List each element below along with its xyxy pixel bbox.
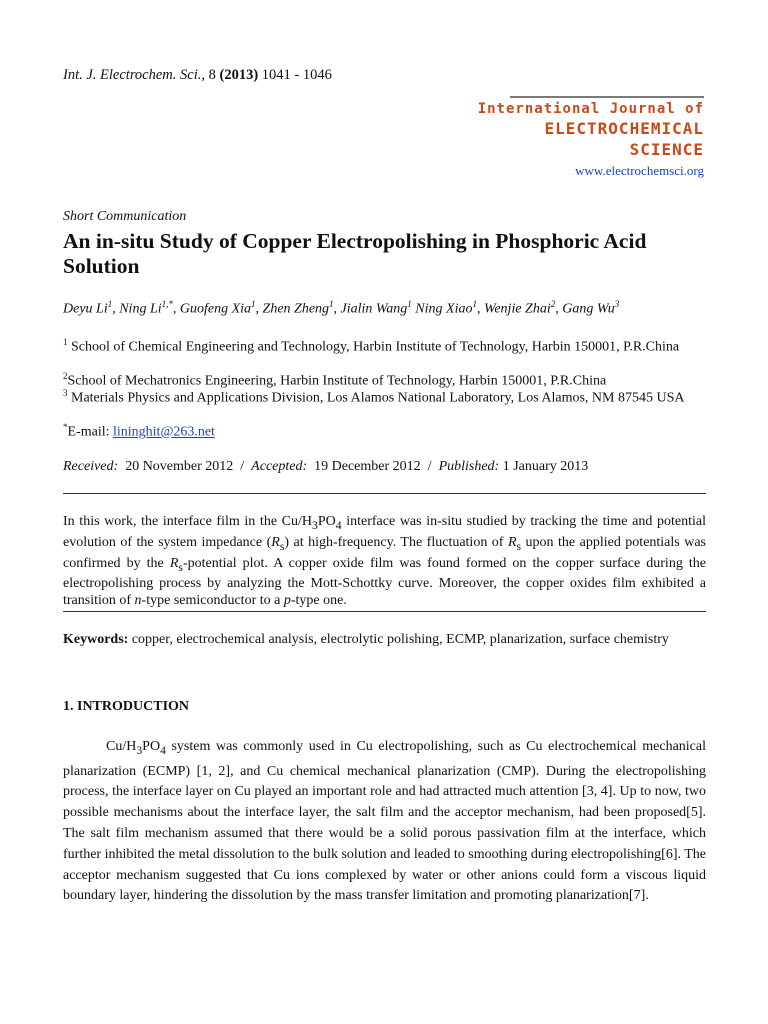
author-list: Deyu Li$^1$, Ning $Li^{1,*}$, Guofeng Xia$^1$, Zhen Zheng$^1$, Jialin Wang$^1$ Ning Xiao$^1$, Wenjie Zhai$^2$, Gang Wu$^3$ <box>63 299 620 317</box>
publication-dates <box>63 459 588 475</box>
abstract-text: -potential plot. A copper oxide film was found formed on the copper surface during the electropolishing process by analyzing the Mott-Schottky curve. Moreover, the copper oxides film exhibited a transition of <box>63 555 706 609</box>
author-name: Gang Wu <box>562 301 615 317</box>
subscript: 4 <box>335 518 342 532</box>
email-link[interactable]: lininghit@263.net <box>113 424 215 440</box>
author-name: Zhen Zheng <box>262 301 330 317</box>
journal-citation <box>63 67 332 84</box>
author-name: Wenjie Zhai <box>483 301 551 317</box>
author-sup: 1,* <box>161 299 173 309</box>
introduction-paragraph <box>63 737 706 907</box>
author-sup: 1 <box>472 299 477 309</box>
keywords-label: Keywords: <box>63 632 129 647</box>
affiliation-sup: 1 <box>63 337 68 347</box>
paper-title: An in-situ Study of Copper Electropolishing in Phosphoric Acid Solution <box>63 229 647 278</box>
citation-year: (2013) <box>219 67 259 83</box>
abstract-text: interface was in-situ studied by tracking the time and potential evolution of the system impedance ( <box>63 514 706 550</box>
accepted-label: Accepted: <box>251 459 308 474</box>
affiliation-3 <box>63 385 708 407</box>
author-name: Jialin Wang <box>340 301 408 317</box>
journal-logo-line3: SCIENCE <box>629 140 704 159</box>
keywords-text: copper, electrochemical analysis, electrolytic polishing, ECMP, planarization, surface chemistry <box>128 632 669 647</box>
abstract-text: -type one. <box>290 593 347 609</box>
author-sup: 3 <box>614 299 620 309</box>
subscript: 4 <box>160 743 166 757</box>
corresponding-email <box>63 419 708 441</box>
symbol-n: n <box>134 593 142 609</box>
abstract-text: upon the applied potentials was confirmed by the <box>63 534 706 571</box>
published-label: Published: <box>438 459 500 474</box>
affiliation-sup: 3 <box>63 388 68 398</box>
affiliation-text: Materials Physics and Applications Division, Los Alamos National Laboratory, Los Alamos, NM 87545 USA <box>71 390 685 406</box>
abstract-text: ) at high-frequency. The fluctuation of <box>284 534 508 550</box>
intro-text: PO <box>142 739 161 754</box>
journal-logo-line1: International Journal of <box>477 101 704 117</box>
journal-website-link[interactable]: www.electrochemsci.org <box>575 163 704 178</box>
subscript: s <box>516 539 522 553</box>
divider-top <box>63 493 706 494</box>
received-label: Received: <box>63 459 119 474</box>
subscript: s <box>178 560 183 574</box>
citation-volume: 8 <box>208 67 216 83</box>
symbol-r: R <box>169 555 179 571</box>
email-sup: * <box>63 422 68 432</box>
received-date: 20 November 2012 <box>125 459 234 474</box>
affiliation-text: School of Mechatronics Engineering, Harbin Institute of Technology, Harbin 150001, P.R.China <box>67 373 607 389</box>
date-separator: / <box>240 459 245 474</box>
affiliation-text: School of Chemical Engineering and Technology, Harbin Institute of Technology, Harbin 150001, P.R.China <box>71 339 680 355</box>
abstract-text: PO <box>317 514 336 529</box>
section-heading: 1. INTRODUCTION <box>63 699 190 714</box>
accepted-date: 19 December 2012 <box>314 459 421 474</box>
symbol-r: R <box>271 534 280 550</box>
intro-text: Cu/H <box>106 739 137 754</box>
divider-bottom <box>63 611 706 612</box>
symbol-r: R <box>507 534 517 550</box>
author-name: Ning Li <box>119 301 162 317</box>
author-sup: 1 <box>107 299 113 309</box>
abstract <box>63 513 706 609</box>
article-type: Short Communication <box>63 209 187 224</box>
journal-logo <box>478 101 704 179</box>
intro-text: system was commonly used in Cu electropolishing, such as Cu electrochemical mechanical planarization (ECMP) [1, 2], and Cu chemical mechanical planarization (CMP). During the electropolishing process, the interface layer on Cu played an important role and had attracted much attention [3, 4]. Up to now, two possible mechanisms about the interface layer, the salt film and the acceptor mechanism, had been proposed[5]. The salt film mechanism assumed that there would be a solid porous passivation film at the interface, which further inhibited the metal dissolution to the bulk solution and leaded to smoothing during electropolishing[6]. The acceptor mechanism suggested that Cu ions complexed by water or other anions could form a viscous liquid boundary layer, hindering the dissolution by the mass transfer limitation and promoting planarization[7]. <box>63 739 706 904</box>
logo-rule <box>510 96 704 98</box>
subscript: s <box>279 539 285 553</box>
citation-journal: Int. J. Electrochem. Sci., <box>63 67 205 83</box>
date-separator: / <box>427 459 432 474</box>
affiliation-sup: 2 <box>63 371 68 381</box>
author-name: Guofeng Xia <box>179 301 252 317</box>
author-sup: 1 <box>329 299 334 309</box>
subscript: 3 <box>136 743 143 757</box>
author-sup: 1 <box>251 299 256 309</box>
symbol-p: p <box>283 593 291 609</box>
abstract-text: -type semiconductor to a <box>141 593 284 609</box>
author-name: Ning Xiao <box>415 301 473 317</box>
journal-logo-line2: ELECTROCHEMICAL <box>544 119 704 138</box>
author-sup: 1 <box>407 299 412 309</box>
author-sup: 2 <box>550 299 556 309</box>
author-name: Deyu Li <box>63 301 108 317</box>
affiliation-1 <box>63 334 708 356</box>
subscript: 3 <box>312 518 318 532</box>
citation-pages: 1041 - 1046 <box>261 67 332 83</box>
email-label: E-mail: <box>67 424 113 440</box>
abstract-text: In this work, the interface film in the Cu/H <box>63 514 313 529</box>
published-date: 1 January 2013 <box>502 459 589 474</box>
keywords <box>63 631 706 648</box>
